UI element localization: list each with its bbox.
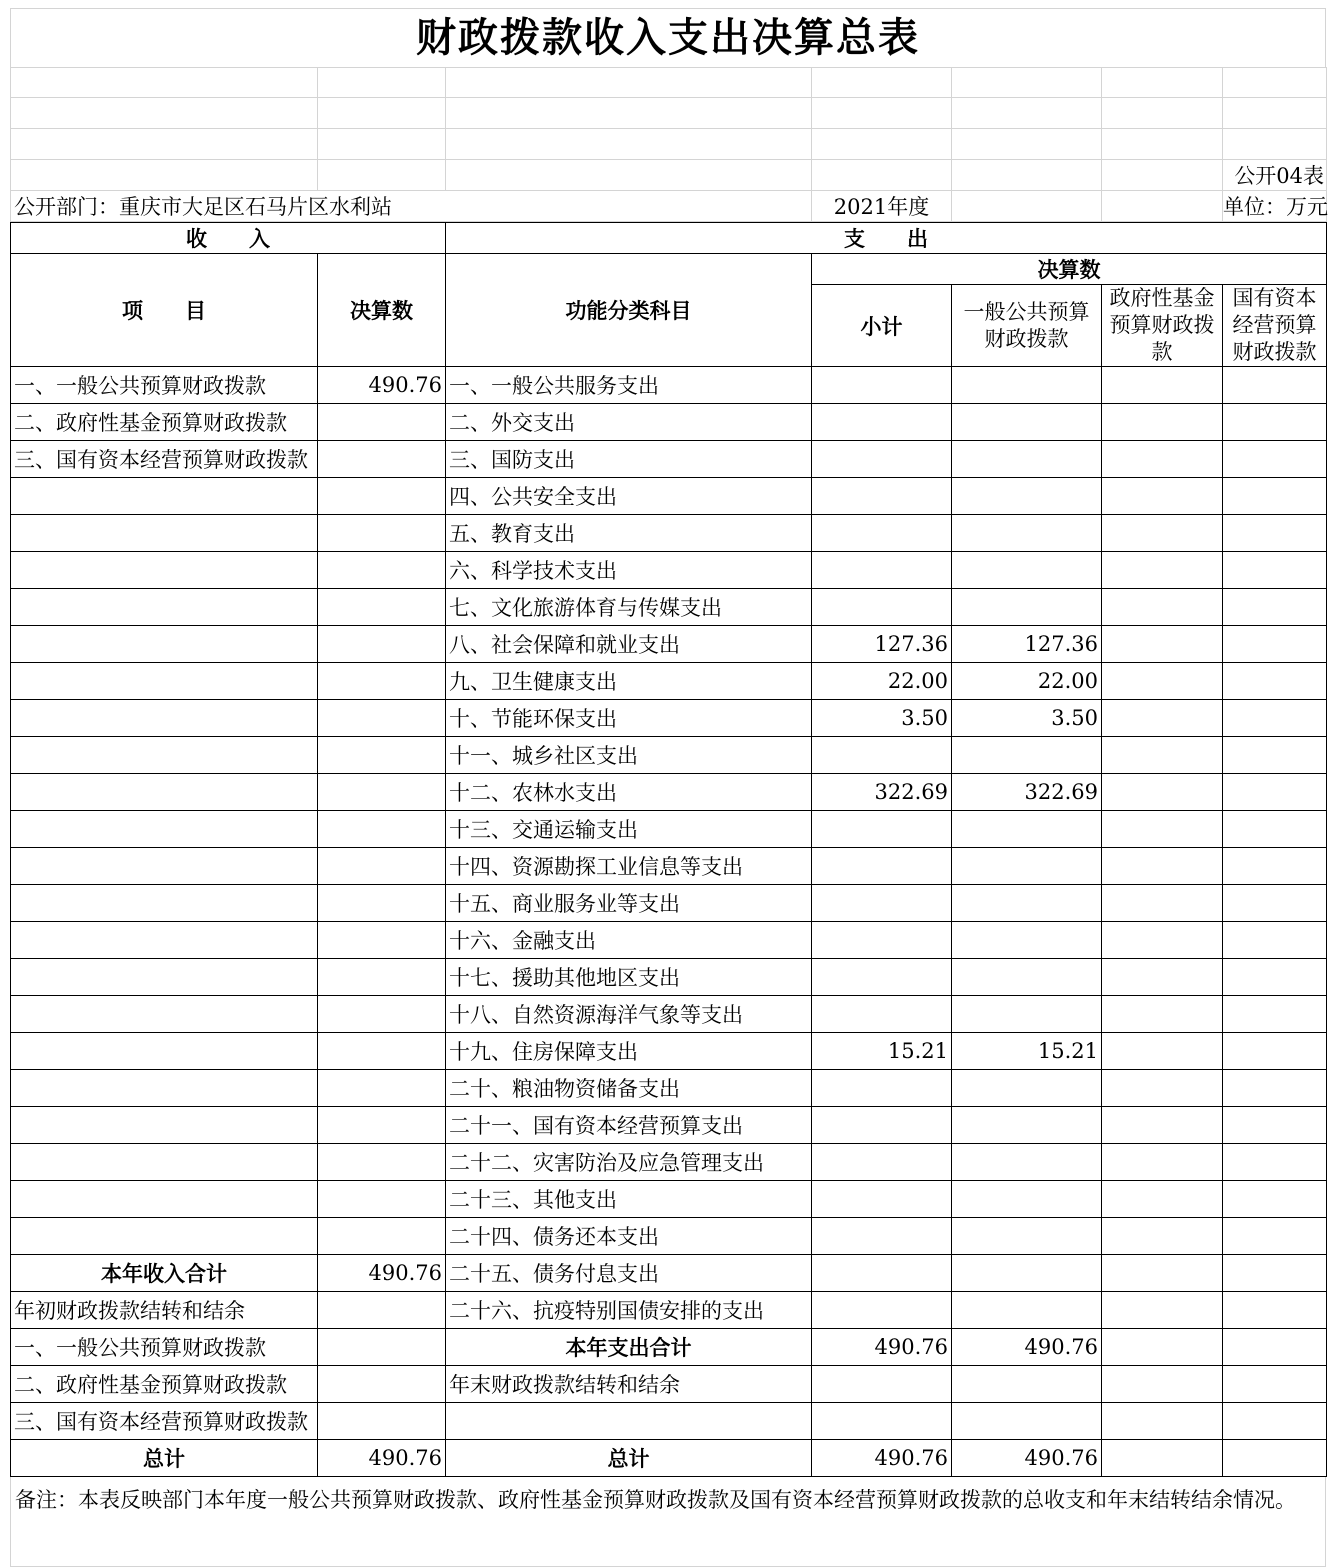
state-capital-value <box>1223 1329 1327 1366</box>
subtotal-value <box>812 811 952 848</box>
general-budget-value <box>952 441 1102 478</box>
income-item <box>11 589 318 626</box>
subtotal-value <box>812 1366 952 1403</box>
income-amount <box>318 1366 446 1403</box>
subtotal-value <box>812 1403 952 1440</box>
subtotal-value <box>812 1144 952 1181</box>
table-row <box>11 1403 1327 1440</box>
income-item <box>11 996 318 1033</box>
income-header: 收 入 <box>11 223 446 254</box>
income-item <box>11 1144 318 1181</box>
gov-fund-value <box>1102 478 1223 515</box>
gov-fund-value <box>1102 848 1223 885</box>
income-amount <box>318 626 446 663</box>
state-capital-value <box>1223 1366 1327 1403</box>
table-row <box>11 1440 1327 1477</box>
table-row <box>11 922 1327 959</box>
func-category-header: 功能分类科目 <box>446 254 812 367</box>
table-row <box>11 959 1327 996</box>
income-item <box>11 737 318 774</box>
income-amount <box>318 996 446 1033</box>
income-item: 二、政府性基金预算财政拨款 <box>11 1366 318 1403</box>
gov-fund-value <box>1102 552 1223 589</box>
general-budget-value <box>952 589 1102 626</box>
subtotal-value <box>812 885 952 922</box>
subtotal-value <box>812 478 952 515</box>
item-header: 项 目 <box>11 254 318 367</box>
income-item: 三、国有资本经营预算财政拨款 <box>11 1403 318 1440</box>
income-item: 一、一般公共预算财政拨款 <box>11 367 318 404</box>
table-row <box>11 1107 1327 1144</box>
general-budget-value <box>952 996 1102 1033</box>
income-amount <box>318 515 446 552</box>
expense-header: 支 出 <box>446 223 1327 254</box>
state-capital-value <box>1223 1403 1327 1440</box>
gov-fund-value <box>1102 515 1223 552</box>
subtotal-value <box>812 1070 952 1107</box>
state-capital-value <box>1223 1107 1327 1144</box>
gov-fund-value <box>1102 774 1223 811</box>
expense-item: 十三、交通运输支出 <box>446 811 812 848</box>
general-budget-value <box>952 1218 1102 1255</box>
general-budget-value <box>952 1144 1102 1181</box>
subtotal-value: 490.76 <box>812 1440 952 1477</box>
income-amount <box>318 1070 446 1107</box>
expense-item: 二、外交支出 <box>446 404 812 441</box>
subtotal-value <box>812 737 952 774</box>
table-row <box>11 1144 1327 1181</box>
gov-fund-value <box>1102 959 1223 996</box>
income-item <box>11 478 318 515</box>
expense-item: 三、国防支出 <box>446 441 812 478</box>
expense-item: 十、节能环保支出 <box>446 700 812 737</box>
income-amount <box>318 1329 446 1366</box>
gov-fund-value <box>1102 1070 1223 1107</box>
gov-fund-value <box>1102 996 1223 1033</box>
income-item <box>11 1181 318 1218</box>
subtotal-value: 22.00 <box>812 663 952 700</box>
gov-fund-value <box>1102 1440 1223 1477</box>
subtotal-value <box>812 959 952 996</box>
expense-item: 总计 <box>446 1440 812 1477</box>
expense-item: 十六、金融支出 <box>446 922 812 959</box>
state-capital-value <box>1223 404 1327 441</box>
income-item: 一、一般公共预算财政拨款 <box>11 1329 318 1366</box>
gov-fund-value <box>1102 441 1223 478</box>
expense-item: 六、科学技术支出 <box>446 552 812 589</box>
income-amount <box>318 1144 446 1181</box>
general-budget-value <box>952 1107 1102 1144</box>
table-row <box>11 885 1327 922</box>
expense-item: 二十四、债务还本支出 <box>446 1218 812 1255</box>
state-capital-value <box>1223 1033 1327 1070</box>
table-row <box>11 700 1327 737</box>
general-budget-value <box>952 1181 1102 1218</box>
state-capital-value <box>1223 1255 1327 1292</box>
state-capital-value <box>1223 811 1327 848</box>
state-capital-value <box>1223 922 1327 959</box>
gov-fund-value <box>1102 1107 1223 1144</box>
state-capital-value <box>1223 885 1327 922</box>
expense-item: 四、公共安全支出 <box>446 478 812 515</box>
income-item <box>11 1107 318 1144</box>
general-budget-value <box>952 1070 1102 1107</box>
income-amount: 490.76 <box>318 1255 446 1292</box>
income-amount <box>318 663 446 700</box>
state-capital-value <box>1223 1440 1327 1477</box>
gov-fund-value <box>1102 1366 1223 1403</box>
subtotal-value <box>812 996 952 1033</box>
expense-item: 十八、自然资源海洋气象等支出 <box>446 996 812 1033</box>
income-amount <box>318 1107 446 1144</box>
gov-fund-value <box>1102 626 1223 663</box>
income-item <box>11 848 318 885</box>
subtotal-value <box>812 589 952 626</box>
income-item <box>11 922 318 959</box>
income-amount <box>318 737 446 774</box>
table-row <box>11 811 1327 848</box>
subtotal-value <box>812 367 952 404</box>
gov-fund-value <box>1102 1403 1223 1440</box>
table-row <box>11 1181 1327 1218</box>
expense-item: 十四、资源勘探工业信息等支出 <box>446 848 812 885</box>
subtotal-value <box>812 1218 952 1255</box>
general-budget-value <box>952 552 1102 589</box>
general-budget-value <box>952 922 1102 959</box>
general-budget-value <box>952 1292 1102 1329</box>
table-row <box>11 774 1327 811</box>
subtotal-value <box>812 1107 952 1144</box>
table-row <box>11 1292 1327 1329</box>
gov-fund-value <box>1102 1144 1223 1181</box>
gov-fund-value <box>1102 1329 1223 1366</box>
income-item: 总计 <box>11 1440 318 1477</box>
subtotal-value: 322.69 <box>812 774 952 811</box>
expense-item: 二十六、抗疫特别国债安排的支出 <box>446 1292 812 1329</box>
gov-fund-value <box>1102 700 1223 737</box>
expense-item: 十七、援助其他地区支出 <box>446 959 812 996</box>
income-amount <box>318 1403 446 1440</box>
general-budget-value <box>952 811 1102 848</box>
table-row <box>11 404 1327 441</box>
general-budget-value <box>952 404 1102 441</box>
state-capital-value <box>1223 515 1327 552</box>
gov-fund-value <box>1102 922 1223 959</box>
subtotal-value: 127.36 <box>812 626 952 663</box>
general-budget-value <box>952 885 1102 922</box>
general-budget-value <box>952 959 1102 996</box>
expense-item: 二十、粮油物资储备支出 <box>446 1070 812 1107</box>
general-budget-value <box>952 1403 1102 1440</box>
budget-table <box>10 222 1327 1477</box>
state-capital-value <box>1223 589 1327 626</box>
subtotal-value <box>812 552 952 589</box>
form-number: 公开04表 <box>1223 160 1327 191</box>
table-row <box>11 367 1327 404</box>
income-amount <box>318 1218 446 1255</box>
state-capital-value <box>1223 478 1327 515</box>
state-capital-value <box>1223 1070 1327 1107</box>
general-budget-value <box>952 515 1102 552</box>
page-title: 财政拨款收入支出决算总表 <box>10 8 1326 67</box>
subtotal-value: 490.76 <box>812 1329 952 1366</box>
gov-fund-value <box>1102 404 1223 441</box>
income-amount <box>318 404 446 441</box>
gov-fund-value <box>1102 1218 1223 1255</box>
income-item: 年初财政拨款结转和结余 <box>11 1292 318 1329</box>
expense-item: 七、文化旅游体育与传媒支出 <box>446 589 812 626</box>
gov-fund-header: 政府性基金预算财政拨款 <box>1102 285 1223 367</box>
income-amount <box>318 1033 446 1070</box>
table-row <box>11 1366 1327 1403</box>
expense-item: 十九、住房保障支出 <box>446 1033 812 1070</box>
general-budget-value: 3.50 <box>952 700 1102 737</box>
subtotal-value <box>812 1255 952 1292</box>
subtotal-value <box>812 515 952 552</box>
income-item <box>11 1218 318 1255</box>
expense-item: 十二、农林水支出 <box>446 774 812 811</box>
gov-fund-value <box>1102 1033 1223 1070</box>
income-amount <box>318 774 446 811</box>
general-budget-value <box>952 478 1102 515</box>
income-amount <box>318 811 446 848</box>
table-row <box>11 589 1327 626</box>
state-capital-value <box>1223 959 1327 996</box>
income-item <box>11 1070 318 1107</box>
income-amount <box>318 959 446 996</box>
table-row <box>11 996 1327 1033</box>
expense-item <box>446 1403 812 1440</box>
income-amount <box>318 478 446 515</box>
expense-item: 二十三、其他支出 <box>446 1181 812 1218</box>
expense-item: 二十一、国有资本经营预算支出 <box>446 1107 812 1144</box>
general-budget-value <box>952 737 1102 774</box>
state-capital-value <box>1223 848 1327 885</box>
income-item <box>11 552 318 589</box>
general-budget-value: 127.36 <box>952 626 1102 663</box>
subtotal-value: 3.50 <box>812 700 952 737</box>
fiscal-year: 2021年度 <box>812 191 952 222</box>
gov-fund-value <box>1102 589 1223 626</box>
report-sheet <box>10 8 1326 1567</box>
expense-item: 二十二、灾害防治及应急管理支出 <box>446 1144 812 1181</box>
gov-fund-value <box>1102 1181 1223 1218</box>
general-budget-value: 490.76 <box>952 1440 1102 1477</box>
expense-item: 年末财政拨款结转和结余 <box>446 1366 812 1403</box>
state-capital-value <box>1223 774 1327 811</box>
table-row <box>11 515 1327 552</box>
state-capital-value <box>1223 1144 1327 1181</box>
general-budget-value <box>952 848 1102 885</box>
state-capital-header: 国有资本经营预算财政拨款 <box>1223 285 1327 367</box>
expense-item: 九、卫生健康支出 <box>446 663 812 700</box>
income-amount <box>318 441 446 478</box>
general-budget-value: 490.76 <box>952 1329 1102 1366</box>
income-item <box>11 626 318 663</box>
table-row <box>11 478 1327 515</box>
income-item: 本年收入合计 <box>11 1255 318 1292</box>
income-item <box>11 774 318 811</box>
table-row <box>11 1033 1327 1070</box>
general-budget-header: 一般公共预算财政拨款 <box>952 285 1102 367</box>
income-item <box>11 959 318 996</box>
table-row <box>11 737 1327 774</box>
gov-fund-value <box>1102 885 1223 922</box>
general-budget-value <box>952 367 1102 404</box>
gov-fund-value <box>1102 1292 1223 1329</box>
table-row <box>11 1218 1327 1255</box>
income-amount <box>318 1181 446 1218</box>
blank-grid <box>10 67 1327 222</box>
general-budget-value <box>952 1366 1102 1403</box>
state-capital-value <box>1223 700 1327 737</box>
table-row <box>11 848 1327 885</box>
income-amount <box>318 1292 446 1329</box>
general-budget-value: 15.21 <box>952 1033 1102 1070</box>
state-capital-value <box>1223 737 1327 774</box>
income-item <box>11 700 318 737</box>
amount-header: 决算数 <box>318 254 446 367</box>
state-capital-value <box>1223 626 1327 663</box>
subtotal-header: 小计 <box>812 285 952 367</box>
general-budget-value: 322.69 <box>952 774 1102 811</box>
income-item <box>11 811 318 848</box>
expense-item: 本年支出合计 <box>446 1329 812 1366</box>
subtotal-value <box>812 1181 952 1218</box>
income-item: 三、国有资本经营预算财政拨款 <box>11 441 318 478</box>
gov-fund-value <box>1102 811 1223 848</box>
state-capital-value <box>1223 996 1327 1033</box>
expense-item: 八、社会保障和就业支出 <box>446 626 812 663</box>
expense-item: 十一、城乡社区支出 <box>446 737 812 774</box>
income-amount <box>318 552 446 589</box>
remarks: 备注：本表反映部门本年度一般公共预算财政拨款、政府性基金预算财政拨款及国有资本经营预算财政拨款的总收支和年末结转结余情况。 <box>10 1477 1326 1567</box>
expense-item: 二十五、债务付息支出 <box>446 1255 812 1292</box>
income-amount <box>318 700 446 737</box>
table-row <box>11 441 1327 478</box>
subtotal-value <box>812 404 952 441</box>
gov-fund-value <box>1102 367 1223 404</box>
income-amount <box>318 589 446 626</box>
income-amount <box>318 848 446 885</box>
state-capital-value <box>1223 663 1327 700</box>
unit-label: 单位：万元 <box>1223 191 1327 222</box>
subtotal-value <box>812 441 952 478</box>
state-capital-value <box>1223 1218 1327 1255</box>
department-label: 公开部门：重庆市大足区石马片区水利站 <box>11 191 812 222</box>
income-item <box>11 663 318 700</box>
income-amount <box>318 922 446 959</box>
gov-fund-value <box>1102 663 1223 700</box>
income-amount <box>318 885 446 922</box>
table-row <box>11 552 1327 589</box>
table-row <box>11 626 1327 663</box>
final-header: 决算数 <box>812 254 1327 285</box>
table-row <box>11 1329 1327 1366</box>
income-item: 二、政府性基金预算财政拨款 <box>11 404 318 441</box>
general-budget-value <box>952 1255 1102 1292</box>
subtotal-value <box>812 922 952 959</box>
table-row <box>11 1070 1327 1107</box>
income-item <box>11 515 318 552</box>
state-capital-value <box>1223 552 1327 589</box>
income-item <box>11 1033 318 1070</box>
state-capital-value <box>1223 367 1327 404</box>
expense-item: 十五、商业服务业等支出 <box>446 885 812 922</box>
gov-fund-value <box>1102 1255 1223 1292</box>
income-item <box>11 885 318 922</box>
expense-item: 五、教育支出 <box>446 515 812 552</box>
state-capital-value <box>1223 1292 1327 1329</box>
income-amount: 490.76 <box>318 1440 446 1477</box>
subtotal-value <box>812 848 952 885</box>
general-budget-value: 22.00 <box>952 663 1102 700</box>
state-capital-value <box>1223 441 1327 478</box>
income-amount: 490.76 <box>318 367 446 404</box>
table-row <box>11 1255 1327 1292</box>
state-capital-value <box>1223 1181 1327 1218</box>
table-row <box>11 663 1327 700</box>
subtotal-value: 15.21 <box>812 1033 952 1070</box>
gov-fund-value <box>1102 737 1223 774</box>
subtotal-value <box>812 1292 952 1329</box>
expense-item: 一、一般公共服务支出 <box>446 367 812 404</box>
